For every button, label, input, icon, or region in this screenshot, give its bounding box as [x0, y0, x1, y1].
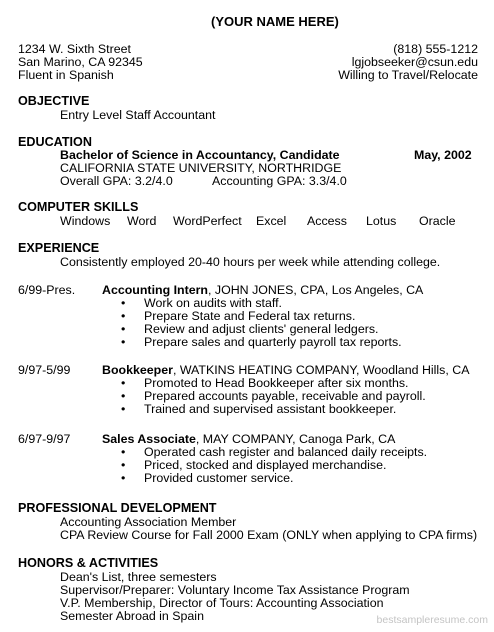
- skill-item: Excel: [256, 214, 287, 228]
- list-item: Supervisor/Preparer: Voluntary Income Tax Assistance Program: [60, 583, 410, 597]
- accounting-gpa: Accounting GPA: 3.3/4.0: [212, 174, 347, 188]
- skill-item: Windows: [60, 214, 111, 228]
- email-address: lgjobseeker@csun.edu: [351, 55, 478, 69]
- skill-item: Word: [127, 214, 157, 228]
- experience-intro: Consistently employed 20-40 hours per week while attending college.: [60, 255, 441, 269]
- bullet-icon: •: [121, 445, 126, 459]
- job-role: Accounting Intern: [102, 283, 209, 297]
- graduation-date: May, 2002: [414, 148, 472, 162]
- list-item: Semester Abroad in Spain: [60, 609, 204, 623]
- skills-list: [60, 214, 460, 229]
- bullet-icon: •: [121, 389, 126, 403]
- experience-heading: EXPERIENCE: [18, 241, 100, 255]
- list-item: Accounting Association Member: [60, 515, 237, 529]
- bullet-icon: •: [121, 335, 126, 349]
- objective-text: Entry Level Staff Accountant: [60, 108, 216, 122]
- bullet-icon: •: [121, 458, 126, 472]
- honors-heading: HONORS & ACTIVITIES: [18, 556, 159, 570]
- job-role: Sales Associate: [102, 432, 196, 446]
- bullet-icon: •: [121, 402, 126, 416]
- bullet-icon: •: [121, 322, 126, 336]
- address-line-2: San Marino, CA 92345: [18, 55, 143, 69]
- development-heading: PROFESSIONAL DEVELOPMENT: [18, 501, 217, 515]
- list-item: Dean's List, three semesters: [60, 570, 217, 584]
- bullet-icon: •: [121, 376, 126, 390]
- watermark: bestsampleresume.com: [376, 614, 488, 626]
- relocation-note: Willing to Travel/Relocate: [338, 68, 478, 82]
- language-skill: Fluent in Spanish: [18, 68, 114, 82]
- objective-heading: OBJECTIVE: [18, 94, 90, 108]
- skill-item: Access: [307, 214, 347, 228]
- overall-gpa: Overall GPA: 3.2/4.0: [60, 174, 173, 188]
- address-line-1: 1234 W. Sixth Street: [18, 42, 131, 56]
- bullet-icon: •: [121, 471, 126, 485]
- job-employer: , JOHN JONES, CPA, Los Angeles, CA: [208, 283, 424, 297]
- bullet-icon: •: [121, 309, 126, 323]
- job-dates: 6/99-Pres.: [18, 283, 76, 297]
- job-role: Bookkeeper: [102, 363, 173, 377]
- job-dates: 6/97-9/97: [18, 432, 71, 446]
- job-dates: 9/97-5/99: [18, 363, 71, 377]
- job-employer: , WATKINS HEATING COMPANY, Woodland Hills, CA: [172, 363, 470, 377]
- job-employer: , MAY COMPANY, Canoga Park, CA: [195, 432, 396, 446]
- phone-number: (818) 555-1212: [393, 42, 478, 56]
- bullet-icon: •: [121, 296, 126, 310]
- list-item: CPA Review Course for Fall 2000 Exam (ONLY when applying to CPA firms): [60, 528, 478, 542]
- resume-name: (YOUR NAME HERE): [211, 14, 339, 29]
- list-item: V.P. Membership, Director of Tours: Accounting Association: [60, 596, 384, 610]
- degree: Bachelor of Science in Accountancy, Candidate: [60, 148, 340, 162]
- skill-item: Lotus: [366, 214, 397, 228]
- skill-item: WordPerfect: [173, 214, 242, 228]
- skills-heading: COMPUTER SKILLS: [18, 200, 139, 214]
- education-heading: EDUCATION: [18, 135, 92, 149]
- skill-item: Oracle: [419, 214, 456, 228]
- school-name: CALIFORNIA STATE UNIVERSITY, NORTHRIDGE: [60, 161, 342, 175]
